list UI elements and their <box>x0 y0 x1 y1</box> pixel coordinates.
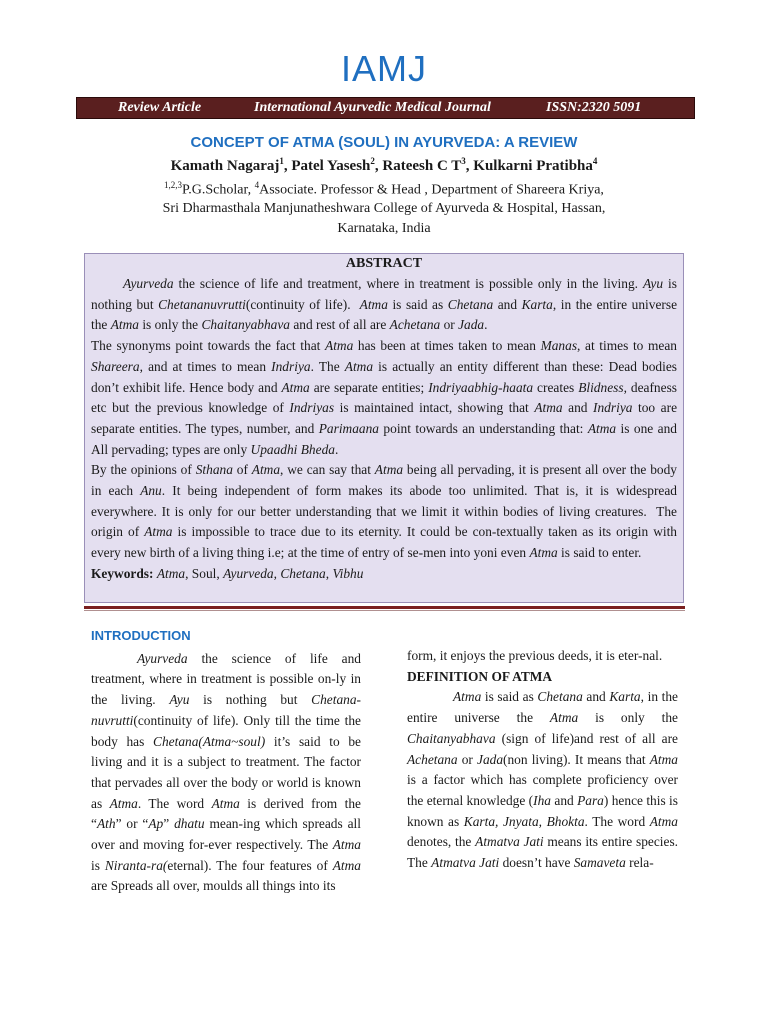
journal-banner <box>76 97 695 119</box>
keywords-label: Keywords: <box>91 565 154 581</box>
issn: ISSN:2320 5091 <box>546 100 642 115</box>
affiliation-line-3: Karnataka, India <box>337 221 431 236</box>
divider <box>84 606 685 609</box>
author: Rateesh C T <box>382 158 462 174</box>
abstract-heading: ABSTRACT <box>345 256 423 271</box>
journal-name: International Ayurvedic Medical Journal <box>254 100 491 115</box>
divider <box>84 610 685 611</box>
author: Patel Yasesh <box>291 158 371 174</box>
author: Kamath Nagaraj <box>170 158 280 174</box>
author: Kulkarni Pratibha <box>473 158 593 174</box>
section-heading-definition: DEFINITION OF ATMA <box>407 668 553 684</box>
section-heading-introduction: INTRODUCTION <box>91 628 191 643</box>
author-list: Kamath Nagaraj$^1$, Patel Yasesh$^2$, Rateesh C $T^3$, Kulkarni Pratibha$^4$ <box>170 156 598 174</box>
journal-logo: IAMJ <box>340 48 427 89</box>
left-column: INTRODUCTION Ayurveda the science of life and treatment, where in treatment is possible on-ly in the living. Ayu is nothing but Chetana-nuvrutti(continuity of life). Only till the time the body has Chetana(Atma~soul) it’s said to be living and it is a subject to treatment. The factor that pervades all over the body or world is known as Atma. The word Atma is derived from the “Ath” or “Ap” dhatu mean-ing which spreads all over and moving for-ever respectively. The Atma is Niranta-ra(eternal). The four features of Atma are Spreads all over, moulds all things into its <box>91 628 362 894</box>
paper-title: CONCEPT OF ATMA (SOUL) IN AYURVEDA: A REVIEW <box>190 134 578 151</box>
right-column: form, it enjoys the previous deeds, it is eter-nal. DEFINITION OF ATMA Atma is said as Chetana and Karta, in the entire universe the Atma is only the Chaitanyabhava (sign of life)and rest of all are Achetana or Jada(non living). It means that Atma is a factor which has complete proficiency over the eternal knowledge (Iha and Para) hence this is known as Karta, Jnyata, Bhokta. The word Atma denotes, the Atmatva Jati means its entire species. The Atmatva Jati doesn’t have Samaveta rela- <box>407 648 679 871</box>
affiliation-line-1: $^{1,2,3}$P.G.Scholar, $^4$Associate. Professor & Head , Department of Shareera Kriya, <box>164 180 604 198</box>
article-type: Review Article <box>118 100 202 115</box>
affiliation-line-2: Sri Dharmasthala Manjunatheshwara College of Ayurveda & Hospital, Hassan, <box>162 201 606 216</box>
abstract-body: Ayurveda the science of life and treatment, where in treatment is possible only in the living. Ayu is nothing but Chetananuvrutti(continuity of life). Atma is said as Chetana and Karta, in the entire universe the Atma is only the Chaitanyabhava and rest of all are Achetana or Jada. The synonyms point towards the fact that Atma has been at times taken to mean Manas, at times to mean Shareera, and at times to mean Indriya. The Atma is actually an entity different than these: Dead bodies don’t exhibit life. Hence body and Atma are separate entities; Indriyaabhig-haata creates Blidness, deafness etc but the previous knowledge of Indriyas is maintained intact, showing that Atma and Indriya too are separate entities. The types, number, and Parimaana point towards an understanding that: Atma is one and All pervading; types are only Upaadhi Bheda. By the opinions of Sthana of Atma, we can say that Atma being all pervading, it is present all over the body in each Anu. It being independent of form makes its abode too unlimited. That is, it is widespread everywhere. It is only for our better understanding that we limit it within bodies of living creatures. The origin of Atma is impossible to trace due to its eternity. It could be con-textually taken as its origin with every new birth of a living thing i.e; at the time of entry of se-men into yoni even Atma is said to enter. Keywords: Atma, Soul, Ayurveda, Chetana, Vibhu <box>91 276 678 581</box>
